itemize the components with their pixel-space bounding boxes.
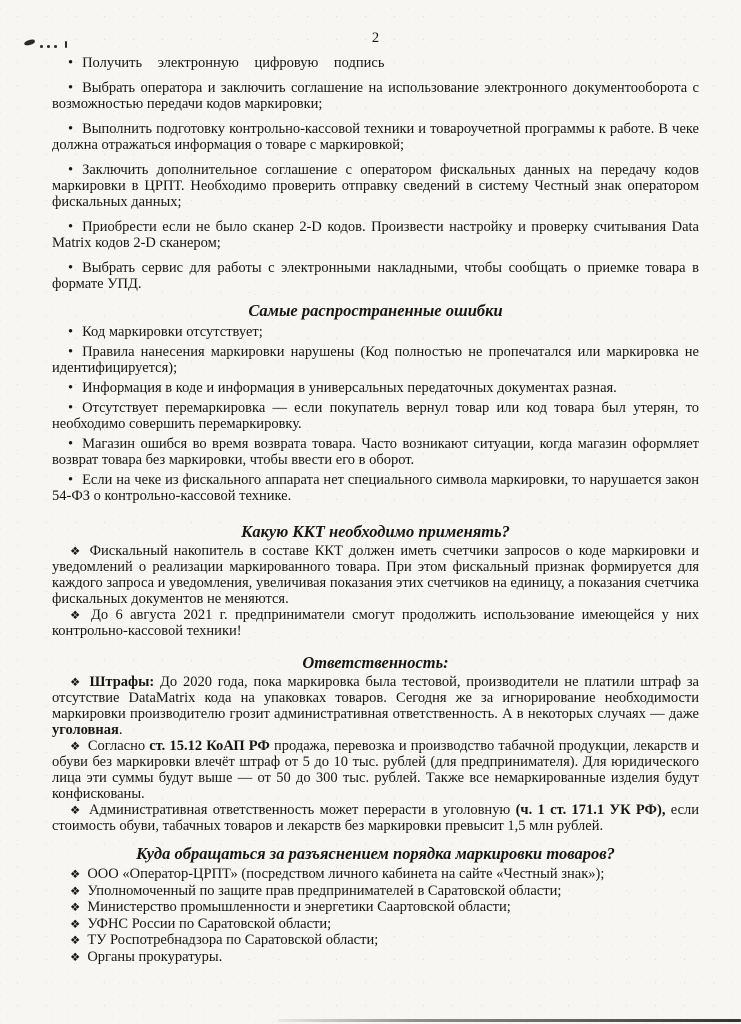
paragraph	[52, 738, 699, 802]
list-item-text: Информация в коде и информация в универсальных передаточных документах разная.	[82, 380, 617, 396]
list-item	[52, 472, 699, 504]
list-item	[52, 436, 699, 468]
ink-dot	[40, 45, 43, 48]
diamond-bullet-icon: ❖	[70, 900, 81, 914]
paragraph-text: если стоимость обуви, табачных товаров и лекарств без маркировки превысит 1,5 млн рублей.	[52, 802, 700, 834]
list-item	[52, 949, 699, 966]
list-item	[52, 400, 699, 432]
list-item	[52, 932, 699, 949]
list-item-text: Если на чеке из фискального аппарата нет специального символа маркировки, то нарушается закон 54-ФЗ о контрольно-кассовой технике.	[52, 472, 699, 504]
list-item	[52, 916, 699, 933]
bullet-icon: •	[68, 260, 74, 276]
paragraph-text: .	[118, 722, 123, 738]
paragraph-text: Административная ответственность может перерасти в уголовную	[89, 802, 516, 818]
diamond-bullet-icon: ❖	[70, 916, 81, 931]
ink-dot	[47, 45, 50, 48]
diamond-bullet-icon: ❖	[70, 544, 83, 558]
page-number: 2	[371, 30, 380, 46]
list-item-text: Уполномоченный по защите прав предпринимателей в Саратовской области;	[87, 882, 562, 899]
paragraph	[52, 543, 699, 607]
list-item-text: Органы прокуратуры.	[87, 948, 223, 965]
diamond-bullet-icon: ❖	[70, 675, 83, 689]
list-item	[52, 260, 699, 292]
ink-tick	[65, 41, 67, 48]
diamond-bullet-icon: ❖	[70, 933, 81, 947]
scan-edge-artifact	[278, 1019, 741, 1023]
list-item-text: Код маркировки отсутствует;	[82, 324, 263, 340]
paragraph-text: До 2020 года, пока маркировка была тестовой, производители не платили штраф за отсутствие DataMatrix кода на упаковках товаров. Сегодня же за игнорирование необходимости маркировки производителю грозит административная ответственность. А в некоторых случаях — даже	[52, 674, 699, 722]
list-item-text: ТУ Роспотребнадзора по Саратовской области;	[87, 932, 379, 948]
diamond-bullet-icon: ❖	[70, 883, 81, 898]
list-item-text: ООО «Оператор-ЦРПТ» (посредством личного кабинета на сайте «Честный знак»);	[87, 866, 605, 882]
section-heading-kkt: Какую ККТ необходимо применять?	[241, 522, 510, 541]
list-item-text: Выбрать сервис для работы с электронными накладными, чтобы сообщать о приемке товара в формате УПД.	[52, 260, 699, 292]
list-item	[52, 80, 699, 112]
paragraph	[52, 674, 699, 738]
paragraph	[52, 607, 699, 639]
paragraph-text: До 6 августа 2021 г. предприниматели смогут продолжить использование имеющейся у них контрольно-кассовой техники!	[52, 607, 699, 639]
diamond-bullet-icon: ❖	[70, 867, 81, 881]
ink-blob	[24, 39, 36, 47]
bold-text: (ч. 1 ст. 171.1 УК РФ),	[515, 802, 666, 818]
bold-text: уголовная	[52, 722, 119, 738]
section-heading-responsibility: Ответственность:	[302, 653, 449, 672]
bullet-icon: •	[68, 162, 74, 178]
diamond-bullet-icon: ❖	[70, 803, 83, 817]
paragraph-text: Фискальный накопитель в составе ККТ должен иметь счетчики запросов о коде маркировки и уведомлений о реализации маркированного товара. При этом фискальный признак формируется для каждого запроса и уведомления, увеличивая показания этих счетчиков на единицу, а показания счетчика фискальных документов не меняются.	[52, 543, 699, 607]
bullet-icon: •	[68, 344, 74, 360]
bold-text: Штрафы:	[89, 674, 155, 690]
bullet-icon: •	[68, 400, 74, 416]
list-item	[52, 866, 699, 883]
list-item	[52, 883, 699, 900]
bullet-icon: •	[68, 55, 74, 71]
bullet-icon: •	[68, 121, 74, 137]
bullet-icon: •	[68, 219, 74, 235]
list-item-text: Выбрать оператора и заключить соглашение на использование электронного документооборота с возможностью передачи кодов маркировки;	[52, 80, 699, 112]
bullet-icon: •	[68, 472, 74, 488]
list-item	[52, 899, 699, 916]
section-heading-contacts: Куда обращаться за разъяснением порядка маркировки товаров?	[136, 844, 615, 863]
bullet-icon: •	[68, 324, 74, 340]
list-item-text: Приобрести если не было сканер 2-D кодов. Произвести настройку и проверку считывания Data Matrix кодов 2-D сканером;	[52, 219, 699, 251]
diamond-bullet-icon: ❖	[70, 949, 81, 964]
list-item-text: Заключить дополнительное соглашение с оператором фискальных данных на передачу кодов маркировки в ЦРПТ. Необходимо проверить отправку сведений в систему Честный знак оператором фискальных данных;	[52, 162, 699, 210]
list-item	[52, 121, 699, 153]
list-item	[52, 55, 699, 71]
list-item-text: Министерство промышленности и энергетики Саартовской области;	[87, 899, 511, 915]
list-item	[52, 162, 699, 210]
list-item	[52, 380, 699, 396]
paragraph	[52, 802, 699, 834]
list-item-text: Отсутствует перемаркировка — если покупатель вернул товар или код товара был утерян, то необходимо совершить перемаркировку.	[52, 400, 699, 432]
list-item-text: УФНС России по Саратовской области;	[87, 915, 332, 932]
list-item-text: Правила нанесения маркировки нарушены (Код полностью не пропечатался или маркировка не идентифицируется);	[52, 344, 699, 376]
bullet-icon: •	[68, 80, 74, 96]
bold-text: ст. 15.12 КоАП РФ	[149, 738, 270, 754]
section-heading-errors: Самые распространенные ошибки	[248, 301, 503, 320]
list-item-text: Получить электронную цифровую подпись	[82, 55, 385, 71]
diamond-bullet-icon: ❖	[70, 739, 81, 753]
list-item	[52, 219, 699, 251]
list-item	[52, 324, 699, 340]
diamond-bullet-icon: ❖	[70, 608, 85, 622]
ink-dot	[54, 45, 57, 48]
bullet-icon: •	[68, 380, 74, 396]
bullet-icon: •	[68, 436, 74, 452]
list-item-text: Выполнить подготовку контрольно-кассовой техники и товароучетной программы к работе. В чеке должна отражаться информация о товаре с маркировкой;	[52, 121, 699, 153]
paragraph-text: Согласно	[87, 738, 150, 754]
paragraph-text: продажа, перевозка и производство табачной продукции, лекарств и обуви без маркировки влечёт штраф от 5 до 10 тыс. рублей (для предпринимателя). Для юридического лица эти суммы будут выше — от 50 до 300 тыс. рублей. Также все немаркированные изделия будут конфискованы.	[52, 738, 699, 802]
pen-mark	[24, 38, 72, 52]
list-item	[52, 344, 699, 376]
list-item-text: Магазин ошибся во время возврата товара. Часто возникают ситуации, когда магазин оформляет возврат товара без маркировки, чтобы ввести его в оборот.	[52, 436, 699, 468]
